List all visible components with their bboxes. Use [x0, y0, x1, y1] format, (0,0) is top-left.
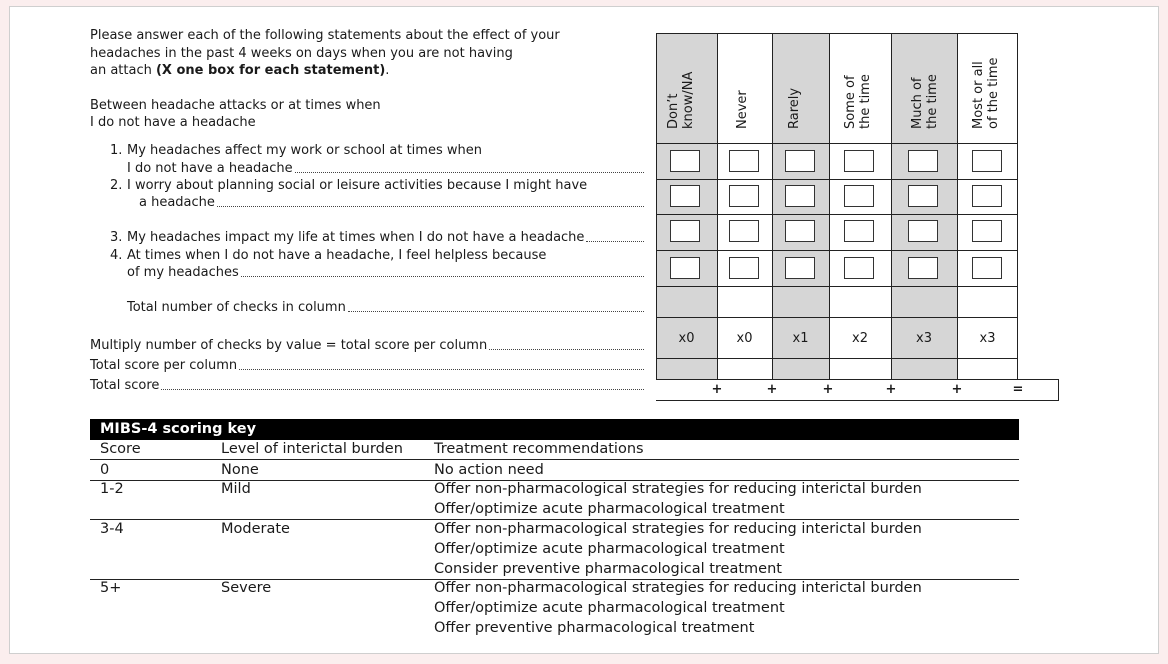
- statement-text-line-2: a headache: [139, 195, 215, 210]
- treatment-cell: Consider preventive pharmacological treatment: [434, 561, 782, 577]
- grid-rule: [656, 250, 1018, 251]
- plus-sign: +: [822, 382, 834, 397]
- statement-text-line-1: I worry about planning social or leisure activities because I might have: [127, 178, 588, 193]
- checkbox-s1-dont-know[interactable]: [670, 150, 700, 172]
- header-level: Level of interictal burden: [221, 441, 403, 457]
- multiply-label: Multiply number of checks by value = total score per column: [90, 338, 488, 353]
- intro-instruction-bold: (X one box for each statement): [155, 63, 386, 78]
- checkbox-s2-never[interactable]: [729, 185, 759, 207]
- intro-line-3-suffix: .: [385, 63, 390, 78]
- treatment-cell: No action need: [434, 462, 544, 478]
- level-cell: Moderate: [221, 521, 290, 537]
- score-cell: 5+: [100, 580, 122, 596]
- treatment-cell: Offer/optimize acute pharmacological treatment: [434, 541, 785, 557]
- total-checks-label: Total number of checks in column: [127, 300, 346, 315]
- total-score-box-edge: [1058, 379, 1059, 401]
- treatment-cell: Offer non-pharmacological strategies for reducing interictal burden: [434, 481, 922, 497]
- checkbox-s2-dont-know[interactable]: [670, 185, 700, 207]
- grid-rule: [656, 33, 1018, 34]
- statement-number: 4.: [110, 248, 123, 263]
- checkbox-s4-rarely[interactable]: [785, 257, 815, 279]
- grid-rule: [656, 379, 1059, 380]
- statement-text-line-1: My headaches impact my life at times when I do not have a headache: [127, 230, 585, 245]
- intro-line-3-prefix: an attach: [90, 63, 156, 78]
- checkbox-s3-much[interactable]: [908, 220, 938, 242]
- statement-text-line-1: At times when I do not have a headache, I feel helpless because: [127, 248, 547, 263]
- checkbox-s2-most[interactable]: [972, 185, 1002, 207]
- column-header-line-2: of the time: [986, 57, 1001, 129]
- treatment-cell: Offer preventive pharmacological treatment: [434, 620, 755, 636]
- checkbox-s1-never[interactable]: [729, 150, 759, 172]
- checkbox-s4-dont-know[interactable]: [670, 257, 700, 279]
- score-cell: 3-4: [100, 521, 124, 537]
- checkbox-s1-some[interactable]: [844, 150, 874, 172]
- checkbox-s2-some[interactable]: [844, 185, 874, 207]
- column-header-much-of-the-time: [910, 74, 940, 129]
- level-cell: Severe: [221, 580, 272, 596]
- column-header-dont-know: [666, 72, 696, 129]
- questionnaire-card: [9, 6, 1159, 654]
- treatment-cell: Offer/optimize acute pharmacological treatment: [434, 501, 785, 517]
- plus-sign: +: [766, 382, 778, 397]
- plus-sign: +: [711, 382, 723, 397]
- column-header-most-or-all: [971, 58, 1001, 130]
- checkbox-s1-most[interactable]: [972, 150, 1002, 172]
- score-cell: 0: [100, 462, 110, 478]
- grid-rule: [656, 214, 1018, 215]
- multiplier-some: x2: [852, 331, 868, 346]
- checkbox-s3-rarely[interactable]: [785, 220, 815, 242]
- column-header-rarely: [787, 88, 802, 129]
- equals-sign: =: [1012, 382, 1024, 397]
- between-line-2: I do not have a headache: [90, 115, 256, 130]
- column-header-line-1: Rarely: [787, 87, 802, 129]
- grid-rule: [656, 179, 1018, 180]
- column-header-line-1: Much of: [910, 77, 925, 129]
- statement-number: 1.: [110, 143, 123, 158]
- checkbox-s1-rarely[interactable]: [785, 150, 815, 172]
- column-header-line-2: the time: [925, 74, 940, 129]
- level-cell: Mild: [221, 481, 251, 497]
- treatment-cell: Offer non-pharmacological strategies for reducing interictal burden: [434, 521, 922, 537]
- intro-line-3: [90, 62, 389, 79]
- column-header-line-1: Never: [735, 90, 750, 129]
- scoring-key-title: MIBS-4 scoring key: [100, 421, 257, 437]
- checkbox-s3-dont-know[interactable]: [670, 220, 700, 242]
- checkbox-s4-most[interactable]: [972, 257, 1002, 279]
- per-column-label: Total score per column: [90, 358, 238, 373]
- total-checks-row: [127, 299, 646, 316]
- statement-number: 2.: [110, 178, 123, 193]
- checkbox-s4-never[interactable]: [729, 257, 759, 279]
- checkbox-s2-rarely[interactable]: [785, 185, 815, 207]
- column-header-never: [735, 90, 750, 129]
- column-header-line-1: Some of: [843, 75, 858, 129]
- header-treatment: Treatment recommendations: [434, 441, 644, 457]
- column-header-line-1: Most or all: [971, 61, 986, 129]
- checkbox-s4-much[interactable]: [908, 257, 938, 279]
- checkbox-s4-some[interactable]: [844, 257, 874, 279]
- level-cell: None: [221, 462, 259, 478]
- multiplier-never: x0: [736, 331, 753, 346]
- multiply-row: [90, 337, 646, 354]
- treatment-cell: Offer/optimize acute pharmacological treatment: [434, 600, 785, 616]
- column-header-some-of-the-time: [843, 74, 873, 129]
- total-score-label: Total score: [90, 378, 160, 393]
- per-column-row: [90, 357, 646, 374]
- plus-sign: +: [951, 382, 963, 397]
- statement-number: 3.: [110, 230, 123, 245]
- intro-line-2: headaches in the past 4 weeks on days when you are not having: [90, 46, 513, 61]
- column-header-line-2: know/NA: [681, 71, 696, 129]
- treatment-cell: Offer non-pharmacological strategies for reducing interictal burden: [434, 580, 922, 596]
- multiplier-much: x3: [916, 331, 932, 346]
- column-header-line-2: the time: [858, 74, 873, 129]
- grid-rule: [656, 286, 1018, 287]
- statement-text-line-1: My headaches affect my work or school at times when: [127, 143, 482, 158]
- grid-rule: [656, 358, 1018, 359]
- column-header-line-1: Don’t: [666, 93, 681, 129]
- checkbox-s3-most[interactable]: [972, 220, 1002, 242]
- header-score: Score: [100, 441, 141, 457]
- total-score-row: [90, 377, 646, 394]
- plus-sign: +: [885, 382, 897, 397]
- between-line-1: Between headache attacks or at times when: [90, 98, 381, 113]
- multiplier-most: x3: [979, 331, 996, 346]
- score-cell: 1-2: [100, 481, 124, 497]
- multiplier-rarely: x1: [792, 331, 809, 346]
- intro-line-1: Please answer each of the following statements about the effect of your: [90, 28, 560, 43]
- checkbox-s3-never[interactable]: [729, 220, 759, 242]
- statement-text-line-2: I do not have a headache: [127, 161, 293, 176]
- grid-rule: [656, 317, 1018, 318]
- grid-rule: [656, 400, 1059, 401]
- grid-rule: [656, 143, 1018, 144]
- checkbox-s2-much[interactable]: [908, 185, 938, 207]
- statement-text-line-2: of my headaches: [127, 265, 239, 280]
- checkbox-s1-much[interactable]: [908, 150, 938, 172]
- multiplier-dont-know: x0: [678, 331, 695, 346]
- checkbox-s3-some[interactable]: [844, 220, 874, 242]
